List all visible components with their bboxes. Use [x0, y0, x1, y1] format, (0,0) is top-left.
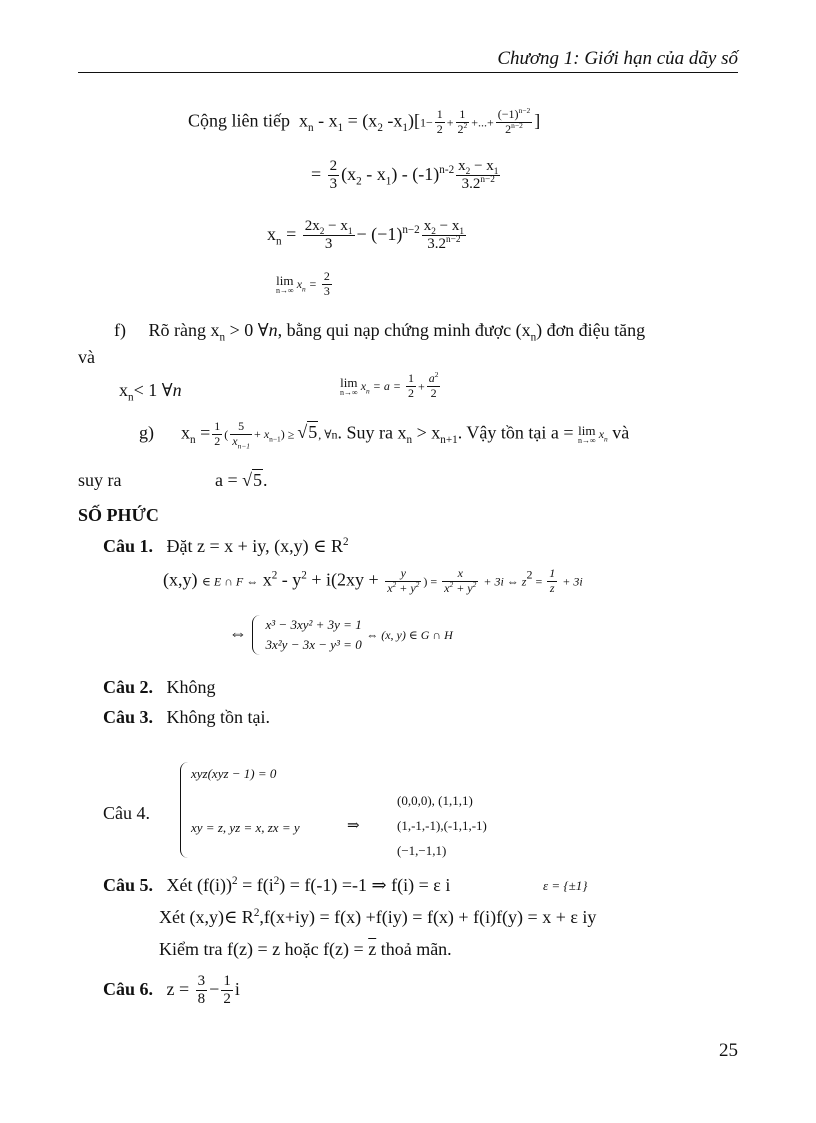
cau1-brace	[252, 615, 362, 655]
cau5-zbar: $\overline{z}$	[368, 939, 377, 959]
cau1-3i: + 3i	[559, 574, 583, 589]
g-text3: . Vậy tồn tại a =	[457, 422, 578, 443]
sub-n2: n	[276, 235, 282, 248]
frac-half-f: $\frac{1}{2}$	[407, 371, 414, 400]
op-plus: +	[446, 115, 454, 130]
cau1-eq2: =	[532, 574, 546, 589]
frac-two-thirds: $\frac{2}{3}$	[329, 158, 338, 193]
sub-1b: 1	[402, 122, 408, 135]
f2-lt: < 1	[133, 380, 162, 400]
chapter-header: Chương 1: Giới hạn của dãy số	[497, 48, 738, 69]
sqrt-5: √5	[297, 422, 318, 443]
f-text1: Rõ ràng x	[148, 320, 220, 340]
frac-quarter: $\frac{1}{2^2}$	[457, 107, 468, 136]
g-va: và	[607, 422, 630, 443]
label-g: g)	[139, 422, 154, 443]
eq-l2c: ) - (-1)	[391, 163, 440, 184]
cau5-l2: Xét (x,y)∈ R	[159, 907, 254, 927]
bracket-close: ]	[534, 110, 541, 131]
sup-n-2: n-2	[439, 163, 455, 176]
cau2-label: Câu 2.	[103, 677, 154, 697]
cau2	[103, 677, 216, 698]
g-conclusion	[78, 470, 122, 491]
cau1: Câu 1. Đặt z = x + iy, (x,y) ∈ $R^2$	[103, 536, 349, 556]
cau6	[103, 973, 240, 1009]
f-text3: , bằng qui nạp chứng minh được (x	[277, 320, 531, 340]
equation-sum-2: = $\frac{2}{3}$ $(x_2 - x_1) - (-1)^{n-2}$ $\frac{x_2 - x_1}{3.2^{n-2}}$	[311, 158, 499, 193]
sub-1c: 1	[385, 175, 392, 188]
cau1-system	[229, 615, 453, 655]
bracket-open: )[	[407, 110, 420, 131]
g-forall: , ∀n	[318, 427, 338, 442]
g-result: a = √5.	[215, 470, 268, 490]
frac-1-z: $\frac{1}{z}$	[549, 566, 556, 595]
cau3-text: Không tồn tại.	[166, 707, 271, 727]
g-text2: > x	[412, 422, 441, 443]
lim-operator-f: lim n→∞	[340, 374, 358, 397]
cau1-eq: ) =	[423, 574, 441, 589]
eq-x: x	[299, 110, 308, 131]
op-minus: −	[425, 115, 433, 130]
cau6-text: z =	[166, 978, 194, 999]
header-rule	[78, 72, 738, 73]
lim-operator: lim n→∞	[276, 272, 294, 295]
cau1-iff: ⇔	[229, 623, 247, 644]
g2-suyra: suy ra	[78, 470, 122, 490]
sub-1: 1	[337, 122, 344, 135]
cau5-line3	[159, 939, 452, 960]
g-x: x	[181, 422, 190, 443]
frac-a2-half: $\frac{a^2}{2}$	[428, 370, 439, 400]
cau1-ef: ∈ E ∩ F ⇔	[202, 574, 259, 589]
frac-general: $\frac{(-1)^{n-2}}{2^{n-2}}$	[497, 106, 531, 136]
cau1-y: - y	[277, 569, 302, 590]
equation-xn: $x_n$ = $\frac{2x_2 - x_1}{3}$ − $(-1)^{n-2}$ $\frac{x_2 - x_1}{3.2^{n-2}}$	[267, 218, 465, 253]
cau1-eq2-sys: 3x²y − 3x − y³ = 0	[265, 637, 362, 652]
cau1-eq1: x³ − 3xy² + 3y = 1	[265, 617, 362, 632]
cau1-xy: (x,y)	[163, 569, 202, 590]
item-g: g) $x_n$ = $\frac{1}{2}$ ( $\frac{5}{x_{n-1}}$ + $x_{n-1}) \ge √5$, ∀n. Suy ra $x_n > x_{n+1}$. Vậy tồn tại a = lim n→∞ $x_n$ và	[139, 419, 630, 451]
frac-3-8: $\frac{3}{8}$	[197, 973, 206, 1008]
section-title: SỐ PHỨC	[78, 505, 159, 525]
cau3	[103, 707, 270, 728]
lim-xn: $x_n$ =	[296, 277, 320, 294]
eq-xn: x	[267, 223, 276, 244]
cau5-text: Xét (f(i))	[166, 875, 232, 895]
cau4-eq2: xy = z, yz = x, zx = y	[191, 820, 300, 835]
op-dots: +...+	[471, 115, 494, 130]
frac-5-xn: $\frac{5}{x_{n-1}}$	[232, 419, 251, 451]
sqrt-5-b: √5	[242, 470, 263, 490]
f-text2: > 0	[225, 320, 258, 340]
g-ge: ≥	[284, 427, 298, 442]
cau4-sol3: (−1,−1,1)	[397, 843, 447, 858]
cau3-label: Câu 3.	[103, 707, 154, 727]
frac-two-thirds-b: $\frac{2}{3}$	[323, 269, 330, 298]
cau1-z: + 3i ⇔ z	[480, 574, 527, 589]
cau5: Câu 5. Xét $(f(i))^2 = f(i^2) = f(-1) =-1$ ⇒ f(i) = ε i	[103, 875, 451, 895]
f-va: và	[78, 347, 95, 367]
g-text: . Suy ra x	[337, 422, 407, 443]
cau4-eq1: xyz(xyz − 1) = 0	[191, 766, 277, 781]
sup-n-2b: n−2	[402, 223, 420, 236]
eq-minus-x: - x	[313, 110, 338, 131]
equation-limit	[276, 270, 334, 299]
frac-xn-b: $\frac{x_2 - x_1}{3.2^{n-2}}$	[423, 218, 465, 253]
cau4-label: Câu 4.	[103, 803, 150, 823]
equation-sum	[188, 108, 540, 137]
frac-1-2: $\frac{1}{2}$	[223, 973, 231, 1008]
cau4-sol1: (0,0,0), (1,1,1)	[397, 793, 473, 808]
cau1-text: Đặt z = x + iy, (x,y) ∈ R	[166, 536, 343, 556]
f-forall: ∀n	[257, 320, 278, 340]
cau2-text: Không	[166, 677, 216, 697]
cau5-text2: = f(i	[237, 875, 274, 895]
term-one: 1	[419, 115, 426, 130]
f2-x: x	[119, 380, 128, 400]
cau5-label: Câu 5.	[103, 875, 154, 895]
text-cong-lien-tiep: Cộng liên tiếp	[188, 110, 290, 131]
cau5-l3: Kiểm tra f(z) = z hoặc f(z) =	[159, 939, 369, 959]
frac-y-r2: $\frac{y}{x^2 + y^2}$	[387, 566, 420, 595]
cau6-label: Câu 6.	[103, 978, 154, 999]
cau1-label: Câu 1.	[103, 536, 154, 556]
cau1-line2: (x,y) ∈ E ∩ F ⇔ $x^2 - y^2 + i(2xy$ + $\frac{y}{x^2 + y^2}$ ) = $\frac{x}{x^2 + y^2}$ + 3i ⇔ $z^2$ = $\frac{1}{z}$ + 3i	[163, 566, 583, 595]
f-text4: ) đơn điệu tăng	[536, 320, 646, 340]
eq-l2b: - x	[361, 163, 386, 184]
sub-2c: 2	[356, 175, 362, 188]
page-number: 25	[719, 1040, 738, 1061]
frac-xn-a: $\frac{2x_2 - x_1}{3}$	[304, 218, 353, 253]
sub-2: 2	[377, 122, 383, 135]
cau5-text3: ) = f(-1) =-1 ⇒ f(i) = ε i	[279, 875, 451, 895]
frac-half-g: $\frac{1}{2}$	[214, 419, 221, 448]
eq-minus-power: − (−1)	[356, 223, 403, 244]
cau4-sol2: (1,-1,-1),(-1,1,-1)	[397, 818, 487, 833]
cau6-minus: −	[209, 978, 220, 999]
cau5-eps: ε = {±1}	[543, 878, 588, 893]
cau5-line2: Xét (x,y)∈ $R^2,f(x+iy) = f(x) +f(iy) = f(x) + f(i)f(y) = x + \varepsilon$ iy	[159, 907, 597, 927]
eq-l2a: (x	[341, 163, 357, 184]
frac-diff: $\frac{x_2 - x_1}{3.2^{n-2}}$	[458, 158, 499, 193]
eq-x1: -x	[382, 110, 403, 131]
g2-a: a =	[215, 470, 243, 490]
eq-x2: = (x	[343, 110, 378, 131]
cau1-i: + i(2xy +	[306, 569, 384, 590]
label-f: f)	[114, 320, 126, 340]
frac-half: $\frac{1}{2}$	[436, 107, 443, 136]
frac-x-r2: $\frac{x}{x^2 + y^2}$	[444, 566, 477, 595]
cau1-x: x	[258, 569, 272, 590]
cau1-result: ⇔ (x, y) ∈ G ∩ H	[366, 628, 453, 643]
cau6-i: i	[234, 978, 240, 999]
cau5-l3b: thoả mãn.	[376, 939, 452, 959]
item-f: f) Rõ ràng $x_n > 0$ ∀n, bằng qui nạp chứng minh được $(x_n)$ đơn điệu tăng	[114, 320, 646, 344]
sub-n: n	[308, 122, 314, 135]
lim-operator-g: lim n→∞	[578, 422, 596, 445]
cau4-arrow: ⇒	[347, 818, 360, 834]
cau5-l2b: ,f(x+iy) = f(x) +f(iy) = f(x) + f(i)f(y) = x + ε iy	[259, 907, 597, 927]
f-limit: lim n→∞ $x_n = a$ = $\frac{1}{2}$ + $\frac{a^2}{2}$	[340, 370, 439, 400]
f-bound: $x_n< 1$ ∀n	[119, 380, 182, 404]
